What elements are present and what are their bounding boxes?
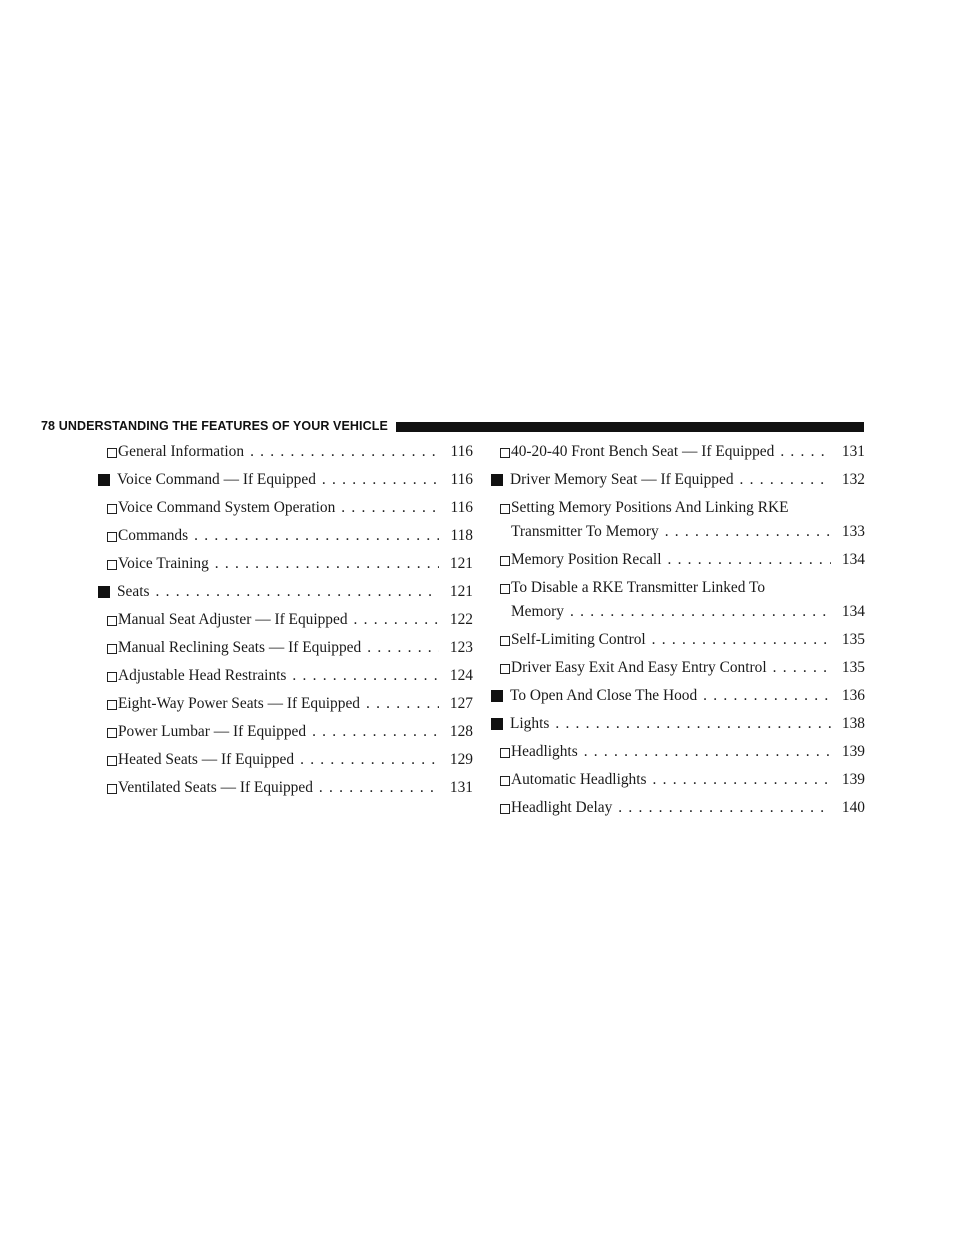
filled-square-bullet-icon	[491, 684, 503, 710]
entry-page-number: 116	[450, 443, 473, 460]
dot-leader	[194, 524, 439, 548]
open-square-bullet-icon	[500, 496, 510, 522]
open-square-bullet-icon	[107, 748, 117, 774]
entry-title: Automatic Headlights	[511, 771, 647, 788]
dot-leader	[292, 664, 439, 688]
toc-sub-entry[interactable]	[488, 576, 865, 628]
filled-square-icon	[491, 718, 503, 730]
page-header	[0, 419, 864, 433]
open-square-icon	[500, 776, 510, 786]
dot-leader	[618, 796, 831, 820]
toc-sub-entry[interactable]	[95, 636, 473, 664]
dot-leader	[366, 692, 439, 716]
entry-page-number: 118	[450, 527, 473, 544]
entry-title: Headlight Delay	[511, 799, 613, 816]
open-square-bullet-icon	[107, 636, 117, 662]
open-square-bullet-icon	[107, 720, 117, 746]
entry-line	[510, 684, 865, 708]
open-square-bullet-icon	[107, 776, 117, 802]
entry-line	[118, 664, 473, 688]
open-square-bullet-icon	[107, 524, 117, 550]
filled-square-bullet-icon	[98, 580, 110, 606]
open-square-icon	[107, 448, 117, 458]
toc-sub-entry[interactable]	[488, 548, 865, 576]
open-square-bullet-icon	[500, 576, 510, 602]
entry-page-number: 122	[449, 611, 473, 628]
entry-line	[511, 496, 865, 520]
entry-page-number: 134	[841, 603, 865, 620]
toc-sub-entry[interactable]	[95, 664, 473, 692]
open-square-icon	[107, 728, 117, 738]
entry-page-number: 131	[449, 779, 473, 796]
entry-title: Adjustable Head Restraints	[118, 667, 287, 684]
entry-title: Driver Memory Seat — If Equipped	[510, 471, 734, 488]
toc-sub-entry[interactable]	[488, 740, 865, 768]
open-square-icon	[500, 448, 510, 458]
entry-line	[118, 748, 473, 772]
entry-page-number: 128	[449, 723, 473, 740]
dot-leader	[341, 496, 439, 520]
toc-sub-entry[interactable]	[488, 656, 865, 684]
toc-main-entry[interactable]	[488, 468, 865, 496]
entry-page-number: 124	[449, 667, 473, 684]
entry-page-number: 123	[449, 639, 473, 656]
entry-title: Self-Limiting Control	[511, 631, 646, 648]
entry-title: Voice Command System Operation	[118, 499, 336, 516]
entry-line	[511, 656, 865, 680]
toc-main-entry[interactable]	[488, 712, 865, 740]
toc-sub-entry[interactable]	[95, 496, 473, 524]
entry-line	[117, 580, 473, 604]
open-square-icon	[500, 664, 510, 674]
entry-line	[511, 740, 865, 764]
entry-title: 40-20-40 Front Bench Seat — If Equipped	[511, 443, 775, 460]
open-square-icon	[107, 644, 117, 654]
dot-leader	[584, 740, 831, 764]
toc-main-entry[interactable]	[95, 468, 473, 496]
entry-line	[118, 440, 473, 464]
open-square-bullet-icon	[500, 768, 510, 794]
entry-page-number: 121	[449, 583, 473, 600]
entry-page-number: 135	[841, 631, 865, 648]
toc-sub-entry[interactable]	[95, 776, 473, 804]
entry-page-number: 121	[449, 555, 473, 572]
dot-leader	[156, 580, 440, 604]
filled-square-icon	[98, 586, 110, 598]
open-square-bullet-icon	[500, 548, 510, 574]
entry-title: Commands	[118, 527, 189, 544]
entry-title-continued: Memory	[511, 603, 565, 620]
filled-square-icon	[491, 474, 503, 486]
dot-leader	[250, 440, 439, 464]
open-square-bullet-icon	[500, 740, 510, 766]
toc-sub-entry[interactable]	[95, 440, 473, 468]
entry-line	[118, 636, 473, 660]
dot-leader	[300, 748, 439, 772]
open-square-bullet-icon	[107, 608, 117, 634]
section-title: UNDERSTANDING THE FEATURES OF YOUR VEHICLE	[58, 419, 388, 433]
dot-leader	[319, 776, 439, 800]
dot-leader	[667, 548, 831, 572]
entry-line	[511, 548, 865, 572]
open-square-icon	[500, 504, 510, 514]
open-square-icon	[107, 616, 117, 626]
entry-page-number: 138	[841, 715, 865, 732]
entry-title: Setting Memory Positions And Linking RKE	[511, 499, 789, 516]
entry-title: To Disable a RKE Transmitter Linked To	[511, 579, 766, 596]
entry-title: Lights	[510, 715, 550, 732]
filled-square-icon	[98, 474, 110, 486]
entry-page-number: 140	[841, 799, 865, 816]
entry-line	[510, 468, 865, 492]
dot-leader	[652, 628, 831, 652]
header-rule	[396, 422, 864, 432]
dot-leader	[354, 608, 439, 632]
open-square-icon	[500, 804, 510, 814]
toc-main-entry[interactable]	[488, 684, 865, 712]
entry-title: Manual Reclining Seats — If Equipped	[118, 639, 362, 656]
open-square-icon	[500, 584, 510, 594]
entry-title: Voice Training	[118, 555, 209, 572]
open-square-icon	[107, 700, 117, 710]
open-square-bullet-icon	[500, 796, 510, 822]
open-square-bullet-icon	[500, 440, 510, 466]
toc-sub-entry[interactable]	[95, 692, 473, 720]
dot-leader	[703, 684, 831, 708]
toc-sub-entry[interactable]	[95, 608, 473, 636]
toc-sub-entry[interactable]	[488, 440, 865, 468]
entry-page-number: 133	[841, 523, 865, 540]
entry-line	[118, 496, 473, 520]
entry-line	[511, 768, 865, 792]
entry-title: Seats	[117, 583, 150, 600]
toc-main-entry[interactable]	[95, 580, 473, 608]
entry-page-number: 131	[841, 443, 865, 460]
dot-leader	[367, 636, 439, 660]
dot-leader	[665, 520, 831, 544]
entry-page-number: 139	[841, 771, 865, 788]
dot-leader	[555, 712, 831, 736]
entry-line	[118, 608, 473, 632]
toc-sub-entry[interactable]	[95, 720, 473, 748]
entry-title: Voice Command — If Equipped	[117, 471, 316, 488]
open-square-icon	[107, 504, 117, 514]
dot-leader	[773, 656, 831, 680]
open-square-icon	[107, 560, 117, 570]
entry-line	[511, 576, 865, 600]
open-square-icon	[107, 532, 117, 542]
entry-line	[118, 524, 473, 548]
filled-square-icon	[491, 690, 503, 702]
toc-sub-entry[interactable]	[488, 796, 865, 824]
entry-page-number: 116	[450, 471, 473, 488]
entry-page-number: 132	[841, 471, 865, 488]
open-square-icon	[107, 756, 117, 766]
header-title	[0, 419, 396, 433]
open-square-icon	[107, 784, 117, 794]
open-square-bullet-icon	[107, 664, 117, 690]
page-number: 78	[41, 419, 56, 433]
entry-page-number: 134	[841, 551, 865, 568]
toc-right-column	[488, 440, 865, 824]
entry-line	[118, 552, 473, 576]
entry-page-number: 116	[450, 499, 473, 516]
entry-line-continued	[511, 520, 865, 544]
open-square-icon	[107, 672, 117, 682]
open-square-bullet-icon	[107, 496, 117, 522]
entry-title: Manual Seat Adjuster — If Equipped	[118, 611, 348, 628]
entry-title: To Open And Close The Hood	[510, 687, 698, 704]
entry-title: Power Lumbar — If Equipped	[118, 723, 307, 740]
open-square-icon	[500, 636, 510, 646]
entry-title: Ventilated Seats — If Equipped	[118, 779, 313, 796]
entry-title: General Information	[118, 443, 245, 460]
dot-leader	[570, 600, 831, 624]
toc-sub-entry[interactable]	[95, 552, 473, 580]
entry-title: Memory Position Recall	[511, 551, 662, 568]
entry-line	[118, 720, 473, 744]
entry-line	[117, 468, 473, 492]
dot-leader	[312, 720, 439, 744]
dot-leader	[653, 768, 832, 792]
toc-sub-entry[interactable]	[488, 628, 865, 656]
toc-sub-entry[interactable]	[95, 524, 473, 552]
entry-line	[511, 440, 865, 464]
open-square-bullet-icon	[107, 440, 117, 466]
open-square-bullet-icon	[107, 692, 117, 718]
dot-leader	[215, 552, 439, 576]
open-square-bullet-icon	[107, 552, 117, 578]
toc-left-column	[95, 440, 473, 804]
dot-leader	[322, 468, 439, 492]
entry-page-number: 129	[449, 751, 473, 768]
toc-sub-entry[interactable]	[488, 768, 865, 796]
toc-sub-entry[interactable]	[488, 496, 865, 548]
entry-page-number: 136	[841, 687, 865, 704]
entry-title: Driver Easy Exit And Easy Entry Control	[511, 659, 767, 676]
entry-title: Eight-Way Power Seats — If Equipped	[118, 695, 360, 712]
entry-page-number: 135	[841, 659, 865, 676]
dot-leader	[780, 440, 831, 464]
entry-title: Heated Seats — If Equipped	[118, 751, 295, 768]
filled-square-bullet-icon	[491, 468, 503, 494]
toc-sub-entry[interactable]	[95, 748, 473, 776]
entry-line	[511, 796, 865, 820]
entry-line	[510, 712, 865, 736]
entry-page-number: 139	[841, 743, 865, 760]
entry-title-continued: Transmitter To Memory	[511, 523, 659, 540]
entry-line-continued	[511, 600, 865, 624]
entry-line	[511, 628, 865, 652]
entry-title: Headlights	[511, 743, 578, 760]
open-square-icon	[500, 748, 510, 758]
filled-square-bullet-icon	[98, 468, 110, 494]
filled-square-bullet-icon	[491, 712, 503, 738]
entry-page-number: 127	[449, 695, 473, 712]
open-square-icon	[500, 556, 510, 566]
entry-line	[118, 692, 473, 716]
dot-leader	[740, 468, 831, 492]
open-square-bullet-icon	[500, 656, 510, 682]
open-square-bullet-icon	[500, 628, 510, 654]
entry-line	[118, 776, 473, 800]
